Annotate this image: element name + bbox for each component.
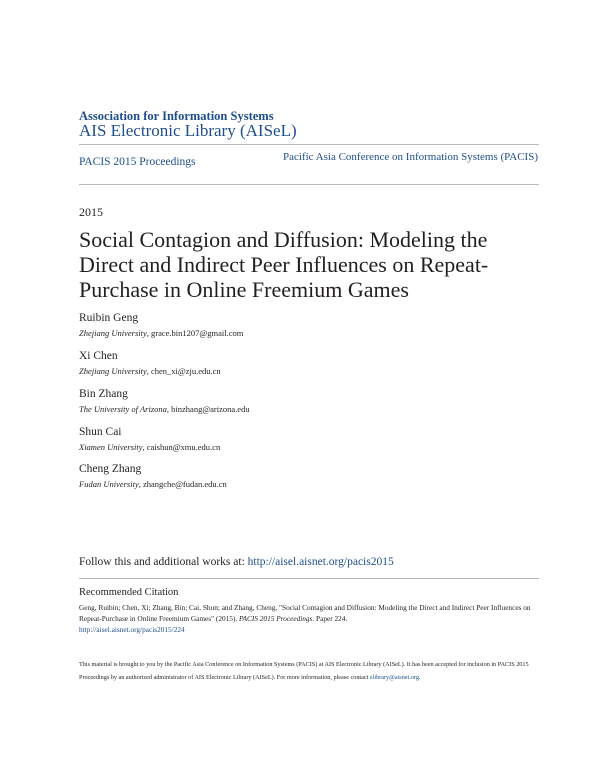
- follow-line: [79, 556, 394, 568]
- author-institution: The University of Arizona: [79, 404, 167, 414]
- author-affiliation: Fudan University, zhangche@fudan.edu.cn: [79, 479, 227, 489]
- citation-body: [79, 602, 539, 635]
- author-email[interactable]: caishun@xmu.edu.cn: [146, 442, 221, 452]
- citation-heading: Recommended Citation: [79, 587, 179, 598]
- author-institution: Fudan University: [79, 479, 139, 489]
- author-name: Xi Chen: [79, 350, 118, 362]
- citation-text: Geng, Ruibin; Chen, Xi; Zhang, Bin; Cai, Shun; and Zhang, Cheng, "Social Contagion and Diffusion: Modeling the Direct and Indirect Peer Influences on Repeat-Purchase in Online Freemium Games" (2015).: [79, 603, 531, 623]
- header-divider-2: [79, 184, 539, 185]
- citation-text-end: . Paper 224.: [312, 614, 348, 623]
- org-name: Association for Information Systems: [79, 109, 274, 123]
- author-email[interactable]: chen_xi@zju.edu.cn: [151, 366, 221, 376]
- header-divider: [79, 144, 539, 145]
- author-institution: Zhejiang University: [79, 328, 147, 338]
- paper-year: 2015: [79, 205, 103, 219]
- proceedings-link[interactable]: PACIS 2015 Proceedings: [79, 156, 196, 168]
- notice-end: .: [418, 673, 421, 681]
- notice-text: This material is brought to you by the Pacific Asia Conference on Information Systems (PACIS) at AIS Electronic Library (AISeL). It has been accepted for inclusion in PACIS 2015 Proceedings by an authorized administrator of AIS Electronic Library (AISeL). For more information, please contact: [79, 661, 529, 681]
- author-name: Ruibin Geng: [79, 312, 139, 324]
- library-name[interactable]: AIS Electronic Library (AISeL): [79, 121, 297, 140]
- conference-link[interactable]: Pacific Asia Conference on Information Systems (PACIS): [283, 151, 538, 163]
- author-institution: Xiamen University: [79, 442, 143, 452]
- author-email[interactable]: grace.bin1207@gmail.com: [151, 328, 244, 338]
- author-email[interactable]: zhangche@fudan.edu.cn: [142, 479, 227, 489]
- author-institution: Zhejiang University: [79, 366, 147, 376]
- author-affiliation: Zhejiang University, chen_xi@zju.edu.cn: [79, 366, 221, 376]
- contact-email-link[interactable]: elibrary@aisnet.org: [369, 673, 419, 681]
- citation-divider: [79, 578, 539, 579]
- paper-title: Social Contagion and Diffusion: Modeling the Direct and Indirect Peer Influences on Repeat-Purchase in Online Freemium Games: [79, 227, 489, 302]
- follow-text: Follow this and additional works at:: [79, 556, 248, 568]
- author-name: Bin Zhang: [79, 388, 128, 400]
- author-email[interactable]: binzhang@arizona.edu: [171, 404, 250, 414]
- citation-link[interactable]: http://aisel.aisnet.org/pacis2015/224: [79, 625, 185, 634]
- author-affiliation: Zhejiang University, grace.bin1207@gmail.com: [79, 328, 244, 338]
- author-name: Shun Cai: [79, 426, 122, 438]
- citation-proceedings: PACIS 2015 Proceedings: [239, 614, 313, 623]
- availability-notice: [79, 659, 539, 684]
- follow-link[interactable]: http://aisel.aisnet.org/pacis2015: [247, 556, 394, 568]
- author-affiliation: The University of Arizona, binzhang@arizona.edu: [79, 404, 250, 414]
- author-affiliation: Xiamen University, caishun@xmu.edu.cn: [79, 442, 221, 452]
- author-name: Cheng Zhang: [79, 463, 142, 475]
